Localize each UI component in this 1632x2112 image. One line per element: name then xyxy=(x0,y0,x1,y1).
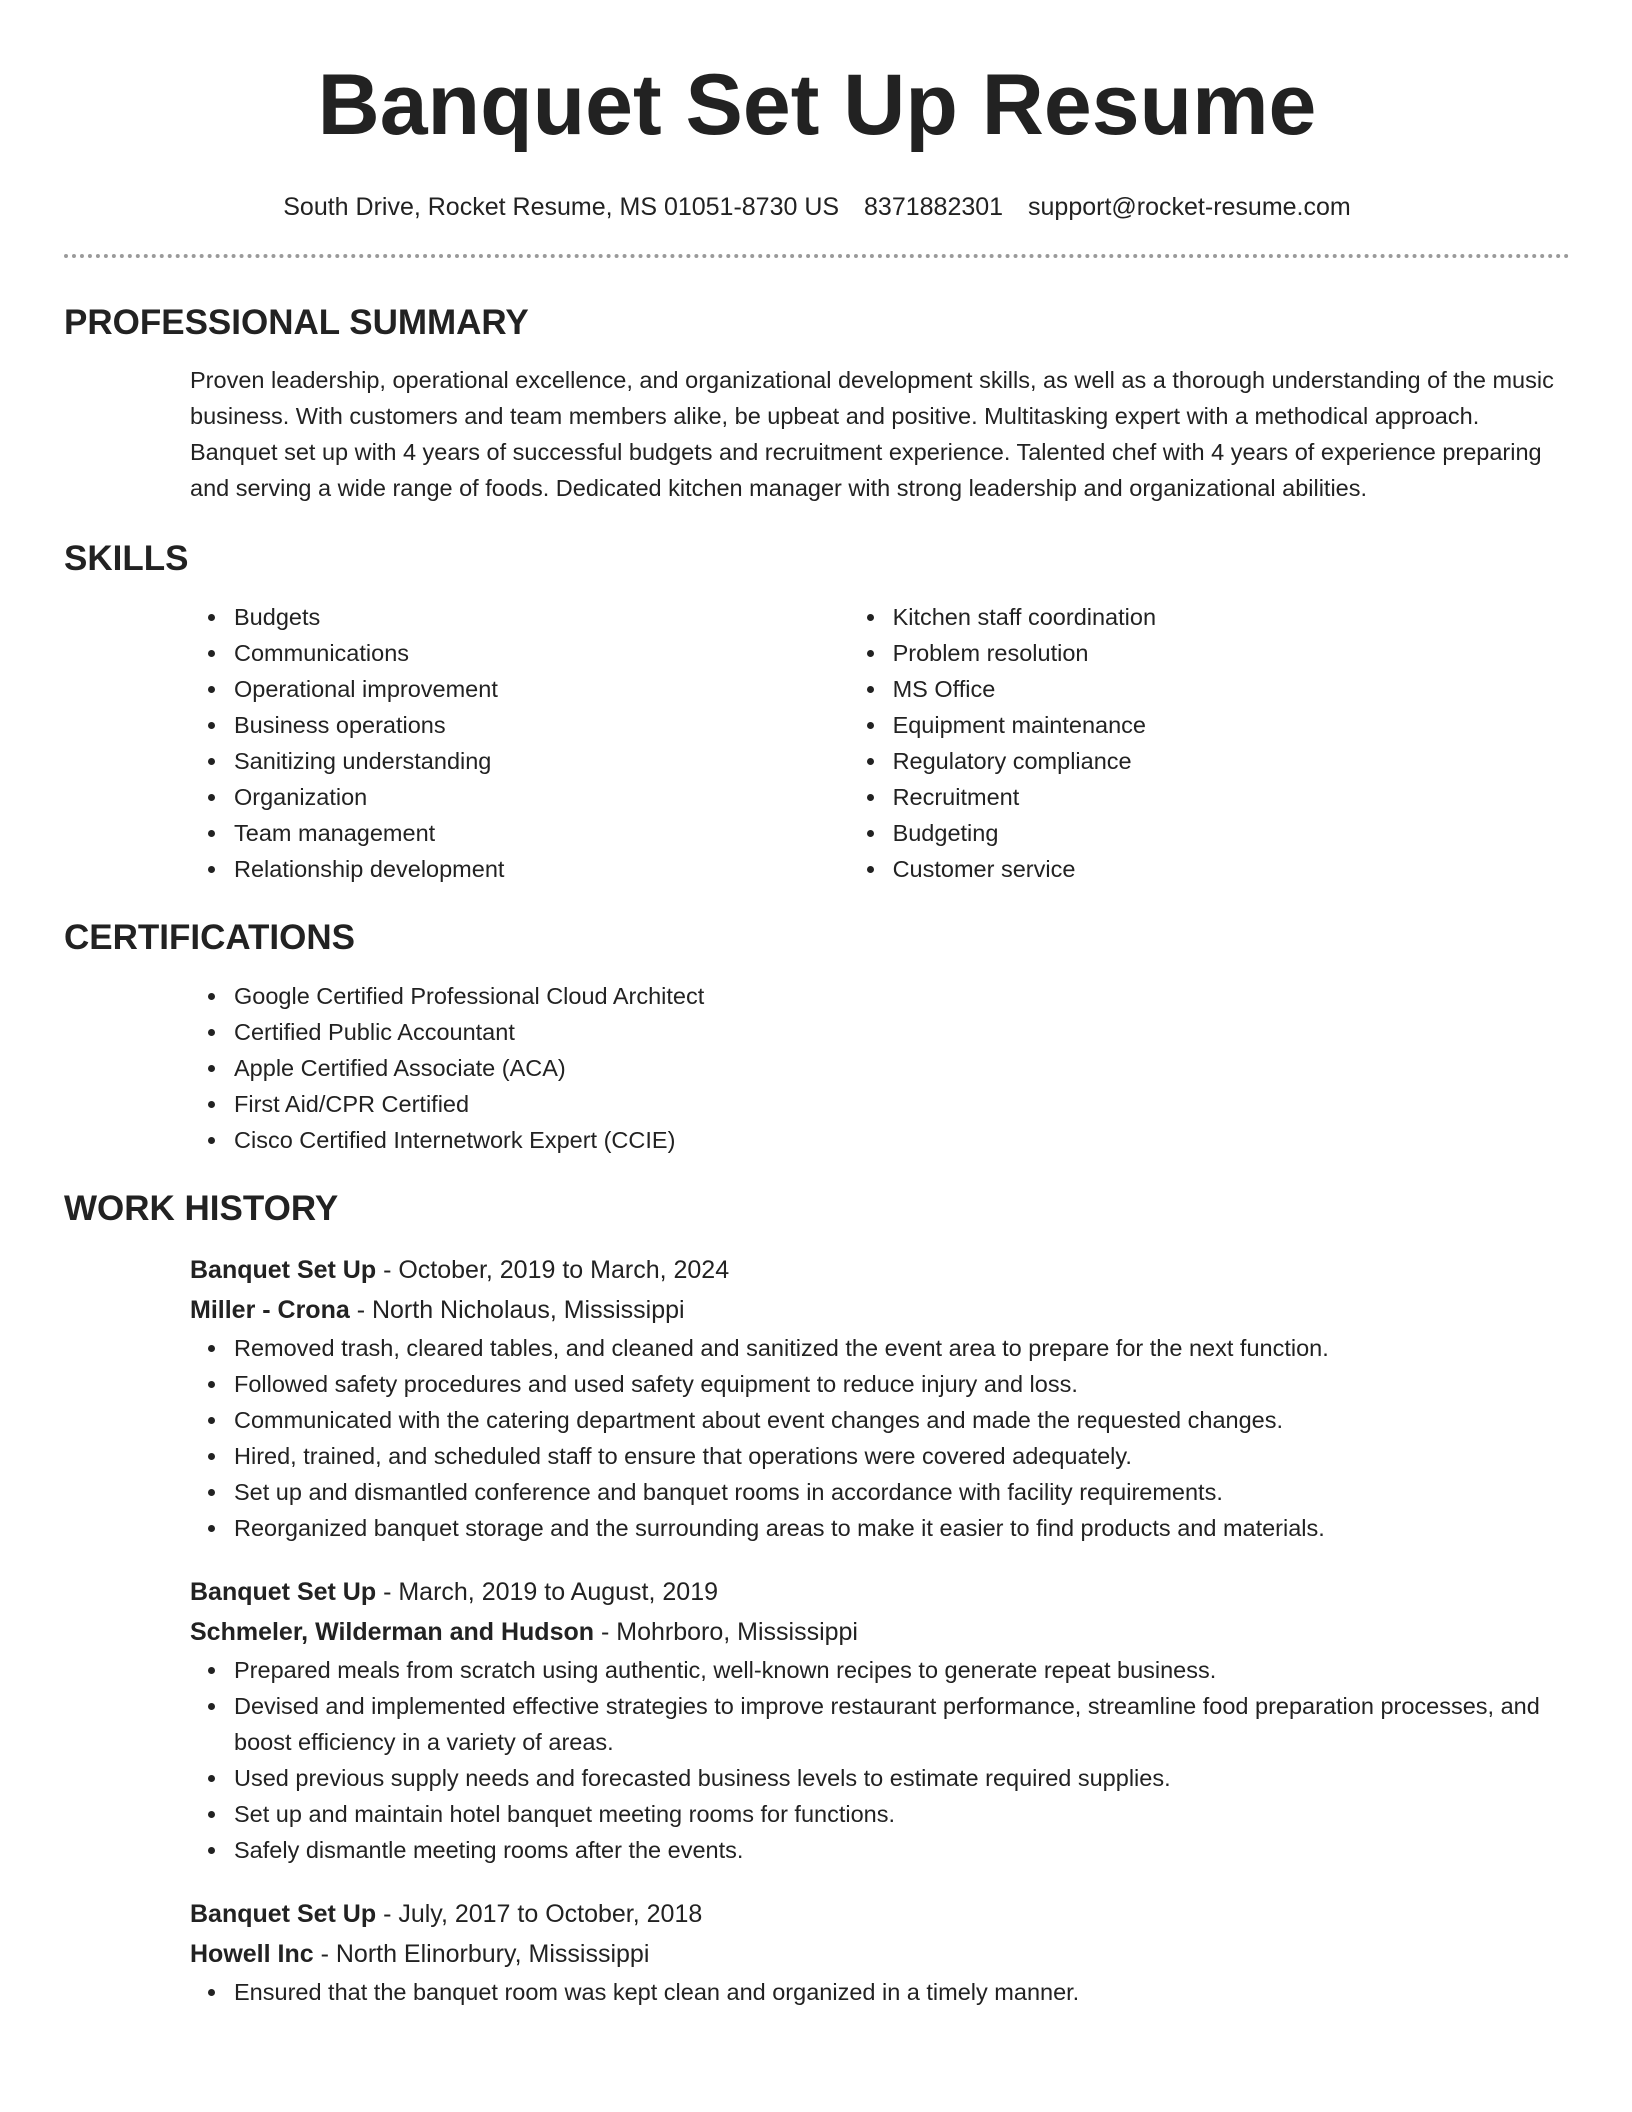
contact-line xyxy=(64,192,1570,222)
certifications-list xyxy=(64,978,1570,1158)
summary-text: Proven leadership, operational excellence, and organizational development skills, as well as a thorough understanding of the music business. With customers and team members alike, be upbeat and positive. Multitasking expert with a methodical approach. Banquet set up with 4 years of successful budgets and recruitment experience. Talented chef with 4 years of experience preparing and serving a wide range of foods. Dedicated kitchen manager with strong leadership and organizational abilities. xyxy=(190,367,1554,501)
skill-item: Equipment maintenance xyxy=(893,707,1570,743)
job-dates: - July, 2017 to October, 2018 xyxy=(376,1900,703,1928)
skills-column-left xyxy=(64,599,728,887)
skill-item: Team management xyxy=(234,815,728,851)
resume-title: Banquet Set Up Resume xyxy=(317,57,1317,153)
job-company: Schmeler, Wilderman and Hudson xyxy=(190,1618,595,1646)
skill-item: Operational improvement xyxy=(234,671,728,707)
job-role: Banquet Set Up xyxy=(190,1256,377,1284)
skills-heading: SKILLS xyxy=(64,539,189,578)
skill-item: Organization xyxy=(234,779,728,815)
job-duty: Communicated with the catering department about event changes and made the requested changes. xyxy=(234,1402,1570,1438)
job-title-line xyxy=(190,1250,1570,1290)
job-company: Miller - Crona xyxy=(190,1296,350,1324)
job-location: - North Nicholaus, Mississippi xyxy=(349,1296,685,1324)
job-company-line xyxy=(190,1934,1570,1974)
job-duty: Set up and maintain hotel banquet meeting rooms for functions. xyxy=(234,1796,1570,1832)
certification-item: Apple Certified Associate (ACA) xyxy=(234,1050,1570,1086)
contact-phone: 8371882301 xyxy=(864,193,1004,221)
job-duty: Prepared meals from scratch using authentic, well-known recipes to generate repeat business. xyxy=(234,1652,1570,1688)
job-role: Banquet Set Up xyxy=(190,1900,377,1928)
job-entry xyxy=(64,1894,1570,2010)
job-duty: Reorganized banquet storage and the surrounding areas to make it easier to find products and materials. xyxy=(234,1510,1570,1546)
skill-item: Relationship development xyxy=(234,851,728,887)
job-duties xyxy=(64,1652,1570,1868)
job-company-line xyxy=(190,1612,1570,1652)
job-company-line xyxy=(190,1290,1570,1330)
contact-email: support@rocket-resume.com xyxy=(1028,193,1351,221)
certification-item: Cisco Certified Internetwork Expert (CCIE) xyxy=(234,1122,1570,1158)
job-entry xyxy=(64,1572,1570,1868)
skill-item: Problem resolution xyxy=(893,635,1570,671)
job-location: - Mohrboro, Mississippi xyxy=(594,1618,858,1646)
skill-item: Recruitment xyxy=(893,779,1570,815)
skill-item: Regulatory compliance xyxy=(893,743,1570,779)
job-duty: Set up and dismantled conference and banquet rooms in accordance with facility requirements. xyxy=(234,1474,1570,1510)
certification-item: Google Certified Professional Cloud Architect xyxy=(234,978,1570,1014)
job-duties xyxy=(64,1974,1570,2010)
header-divider xyxy=(64,254,1570,258)
job-location: - North Elinorbury, Mississippi xyxy=(313,1940,650,1968)
skill-item: Business operations xyxy=(234,707,728,743)
skill-item: MS Office xyxy=(893,671,1570,707)
job-duty: Removed trash, cleared tables, and cleaned and sanitized the event area to prepare for the next function. xyxy=(234,1330,1570,1366)
skills-list xyxy=(64,599,1570,887)
job-dates: - March, 2019 to August, 2019 xyxy=(376,1578,719,1606)
skill-item: Budgets xyxy=(234,599,728,635)
work-history-heading: WORK HISTORY xyxy=(64,1189,339,1228)
job-company: Howell Inc xyxy=(190,1940,314,1968)
skill-item: Communications xyxy=(234,635,728,671)
certifications-heading: CERTIFICATIONS xyxy=(64,918,356,957)
job-duty: Used previous supply needs and forecasted business levels to estimate required supplies. xyxy=(234,1760,1570,1796)
skill-item: Budgeting xyxy=(893,815,1570,851)
certification-item: Certified Public Accountant xyxy=(234,1014,1570,1050)
skills-column-right xyxy=(728,599,1570,887)
summary-heading: PROFESSIONAL SUMMARY xyxy=(64,303,529,342)
certification-item: First Aid/CPR Certified xyxy=(234,1086,1570,1122)
job-duty: Followed safety procedures and used safety equipment to reduce injury and loss. xyxy=(234,1366,1570,1402)
job-role: Banquet Set Up xyxy=(190,1578,377,1606)
skill-item: Customer service xyxy=(893,851,1570,887)
job-duty: Safely dismantle meeting rooms after the events. xyxy=(234,1832,1570,1868)
job-duty: Hired, trained, and scheduled staff to ensure that operations were covered adequately. xyxy=(234,1438,1570,1474)
job-dates: - October, 2019 to March, 2024 xyxy=(376,1256,730,1284)
job-duty: Ensured that the banquet room was kept clean and organized in a timely manner. xyxy=(234,1974,1570,2010)
resume-page xyxy=(64,0,1570,2010)
job-duties xyxy=(64,1330,1570,1546)
job-entry xyxy=(64,1250,1570,1546)
skill-item: Sanitizing understanding xyxy=(234,743,728,779)
job-title-line xyxy=(190,1572,1570,1612)
job-duty: Devised and implemented effective strategies to improve restaurant performance, streamline food preparation processes, and boost efficiency in a variety of areas. xyxy=(234,1688,1570,1760)
contact-address: South Drive, Rocket Resume, MS 01051-8730 US xyxy=(283,193,840,221)
skill-item: Kitchen staff coordination xyxy=(893,599,1570,635)
job-title-line xyxy=(190,1894,1570,1934)
